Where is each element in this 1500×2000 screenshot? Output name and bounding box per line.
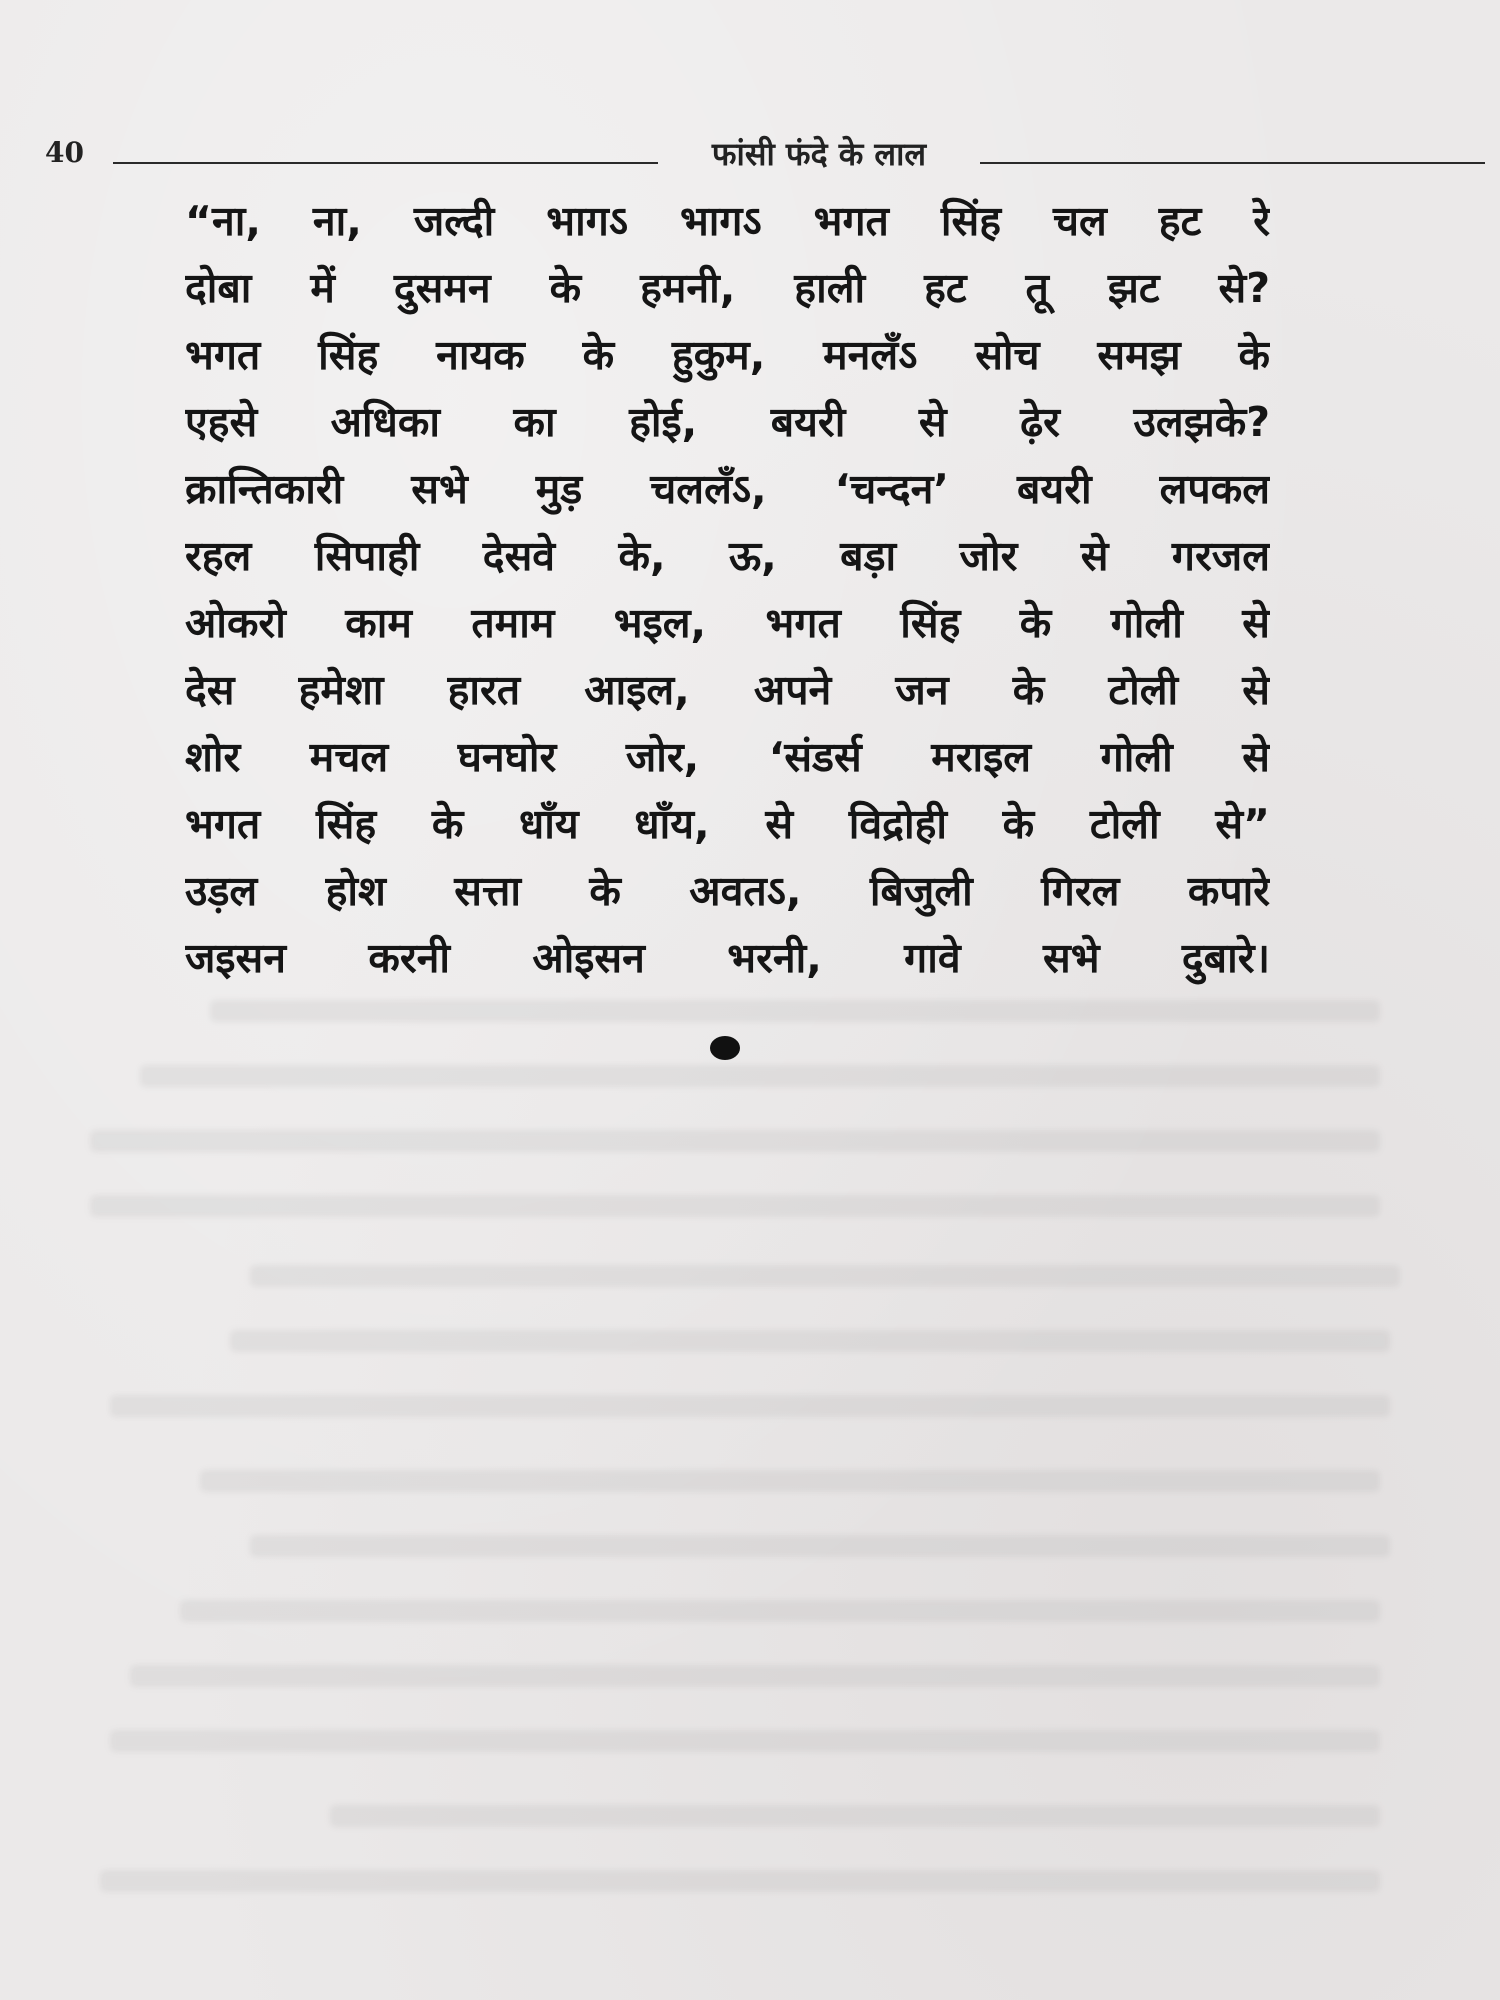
page-header <box>45 132 1440 182</box>
section-end-dot <box>710 1036 740 1060</box>
show-through-line <box>110 1395 1390 1417</box>
verse-line: देस हमेशा हारत आइल, अपने जन के टोली से <box>185 666 1270 714</box>
verse-line: भगत सिंह नायक के हुकुम, मनलँऽ सोच समझ के <box>185 331 1270 379</box>
verse-line: जइसन करनी ओइसन भरनी, गावे सभे दुबारे। <box>185 934 1270 982</box>
show-through-line <box>130 1665 1380 1687</box>
show-through-line <box>250 1265 1400 1287</box>
verse-line: ओकरो काम तमाम भइल, भगत सिंह के गोली से <box>185 599 1270 647</box>
header-rule-left <box>113 162 658 164</box>
verse-line: “ना, ना, जल्दी भागऽ भागऽ भगत सिंह चल हट रे <box>185 197 1270 245</box>
verse-line: दोबा में दुसमन के हमनी, हाली हट तू झट से? <box>185 264 1270 312</box>
show-through-line <box>100 1870 1380 1892</box>
verse-line: भगत सिंह के धाँय धाँय, से विद्रोही के टोली से” <box>185 800 1270 848</box>
verse-block <box>185 188 1270 992</box>
show-through-line <box>200 1470 1380 1492</box>
verse-line: एहसे अधिका का होई, बयरी से ढ़ेर उलझके? <box>185 398 1270 446</box>
verse-line: क्रान्तिकारी सभे मुड़ चललँऽ, ‘चन्दन’ बयरी लपकल <box>185 465 1270 513</box>
verse-line: उड़ल होश सत्ता के अवतऽ, बिजुली गिरल कपारे <box>185 867 1270 915</box>
show-through-line <box>90 1195 1380 1217</box>
show-through-line <box>140 1065 1380 1087</box>
verse-line: शोर मचल घनघोर जोर, ‘संडर्स मराइल गोली से <box>185 733 1270 781</box>
verse-line: रहल सिपाही देसवे के, ऊ, बड़ा जोर से गरजल <box>185 532 1270 580</box>
running-title: फांसी फंदे के लाल <box>711 135 927 173</box>
show-through-line <box>230 1330 1390 1352</box>
show-through-line <box>250 1535 1390 1557</box>
show-through-line <box>210 1000 1380 1022</box>
show-through-line <box>330 1805 1380 1827</box>
show-through-line <box>180 1600 1380 1622</box>
show-through-line <box>90 1130 1380 1152</box>
header-rule-right <box>980 162 1485 164</box>
page-number: 40 <box>45 136 84 169</box>
show-through-line <box>110 1730 1380 1752</box>
